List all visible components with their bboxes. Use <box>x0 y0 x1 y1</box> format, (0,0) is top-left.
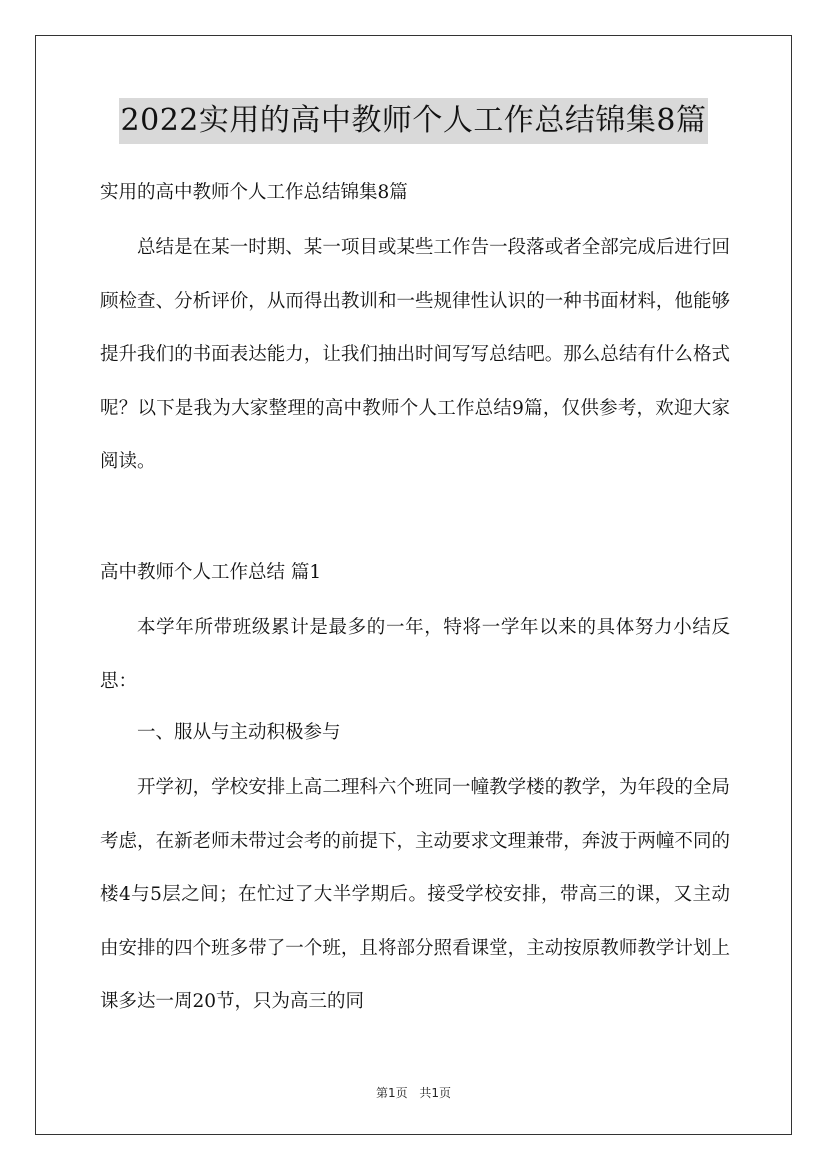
page-footer <box>0 1084 827 1101</box>
document-subtitle: 实用的高中教师个人工作总结锦集8篇 <box>100 182 408 203</box>
section-subheading: 一、服从与主动积极参与 <box>137 722 341 743</box>
section-heading: 高中教师个人工作总结 篇1 <box>100 562 322 583</box>
page-number: 第1页 <box>375 1086 408 1100</box>
document-title: 2022实用的高中教师个人工作总结锦集8篇 <box>119 98 709 144</box>
title-container <box>0 98 827 144</box>
section-paragraph-1: 本学年所带班级累计是最多的一年，特将一学年以来的具体努力小结反思： <box>100 617 730 692</box>
section-paragraph-2: 开学初，学校安排上高二理科六个班同一幢教学楼的教学，为年段的全局考虑，在新老师未带过会考的前提下，主动要求文理兼带，奔波于两幢不同的楼4与5层之间；在忙过了大半学期后。接受学校安排，带高三的课，又主动由安排的四个班多带了一个班，且将部分照看课堂，主动按原教师教学计划上课多达一周20节，只为高三的同 <box>100 777 730 1012</box>
intro-paragraph: 总结是在某一时期、某一项目或某些工作告一段落或者全部完成后进行回顾检查、分析评价，从而得出教训和一些规律性认识的一种书面材料，他能够提升我们的书面表达能力，让我们抽出时间写写总结吧。那么总结有什么格式呢？以下是我为大家整理的高中教师个人工作总结9篇，仅供参考，欢迎大家阅读。 <box>100 237 730 472</box>
page-total: 共1页 <box>419 1086 452 1100</box>
